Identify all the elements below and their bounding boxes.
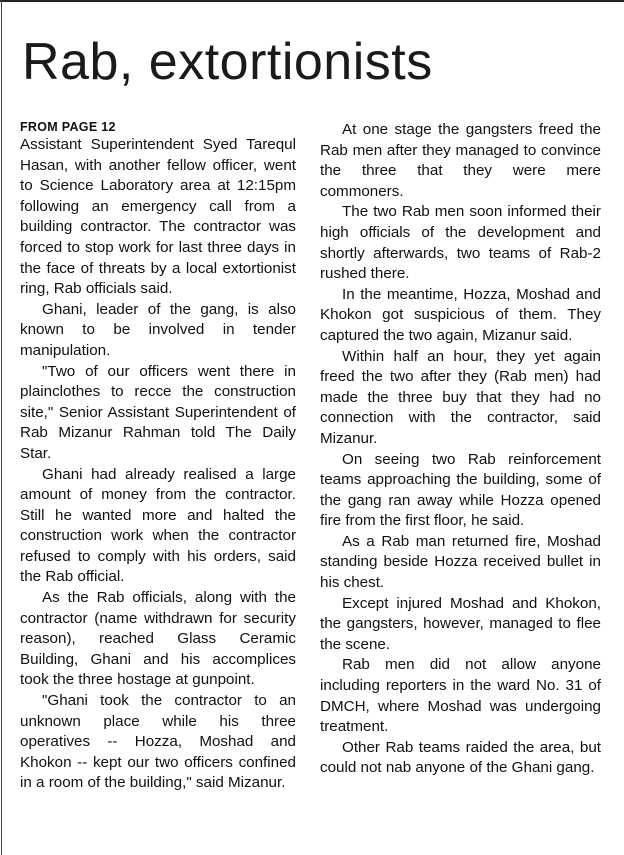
- article-paragraph: Assistant Superintendent Syed Tarequl Hasan, with another fellow officer, went to Science Laboratory area at 12:15pm following an emergency call from a building contractor. The contractor was forced to stop work for last three days in the face of threats by a local extortionist ring, Rab officials said.: [20, 136, 296, 298]
- article-paragraph: The two Rab men soon informed their high officials of the development and shortly afterwards, two teams of Rab-2 rushed there.: [320, 203, 601, 283]
- article-paragraph: Rab men did not allow anyone including reporters in the ward No. 31 of DMCH, where Moshad was undergoing treatment.: [320, 656, 601, 736]
- left-border-rule: [1, 0, 2, 855]
- article-headline: Rab, extortionists: [22, 33, 433, 91]
- article-paragraph: Except injured Moshad and Khokon, the gangsters, however, managed to flee the scene.: [320, 594, 601, 653]
- article-paragraph: "Ghani took the contractor to an unknown place while his three operatives -- Hozza, Moshad and Khokon -- kept our two officers confined in a room of the building," said Mizanur.: [20, 692, 296, 792]
- article-paragraph: In the meantime, Hozza, Moshad and Khokon got suspicious of them. They captured the two again, Mizanur said.: [320, 285, 601, 344]
- article-paragraph: "Two of our officers went there in plainclothes to recce the construction site," Senior Assistant Superintendent of Rab Mizanur Rahman told The Daily Star.: [20, 362, 296, 462]
- article-paragraph: As the Rab officials, along with the contractor (name withdrawn for security reason), reached Glass Ceramic Building, Ghani and his accomplices took the three hostage at gunpoint.: [20, 589, 296, 689]
- article-column-right: [320, 120, 601, 779]
- article-paragraph: At one stage the gangsters freed the Rab men after they managed to convince the three that they were mere commoners.: [320, 121, 601, 200]
- article-paragraph: Ghani, leader of the gang, is also known to be involved in tender manipulation.: [20, 300, 296, 359]
- article-paragraph: Within half an hour, they yet again freed the two after they (Rab men) had made the three buy that they had no connection with the contractor, said Mizanur.: [320, 347, 601, 447]
- article-paragraph: On seeing two Rab reinforcement teams approaching the building, some of the gang ran away while Hozza opened fire from the first floor, he said.: [320, 450, 601, 530]
- top-border-rule: [0, 0, 624, 2]
- jump-line: FROM PAGE 12: [20, 120, 116, 134]
- article-column-left: [20, 120, 296, 794]
- article-paragraph: Ghani had already realised a large amount of money from the contractor. Still he wanted more and halted the construction work when the contractor refused to comply with his orders, said the Rab official.: [20, 465, 296, 586]
- article-paragraph: Other Rab teams raided the area, but could not nab anyone of the Ghani gang.: [320, 738, 601, 777]
- article-paragraph: As a Rab man returned fire, Moshad standing beside Hozza received bullet in his chest.: [320, 532, 601, 592]
